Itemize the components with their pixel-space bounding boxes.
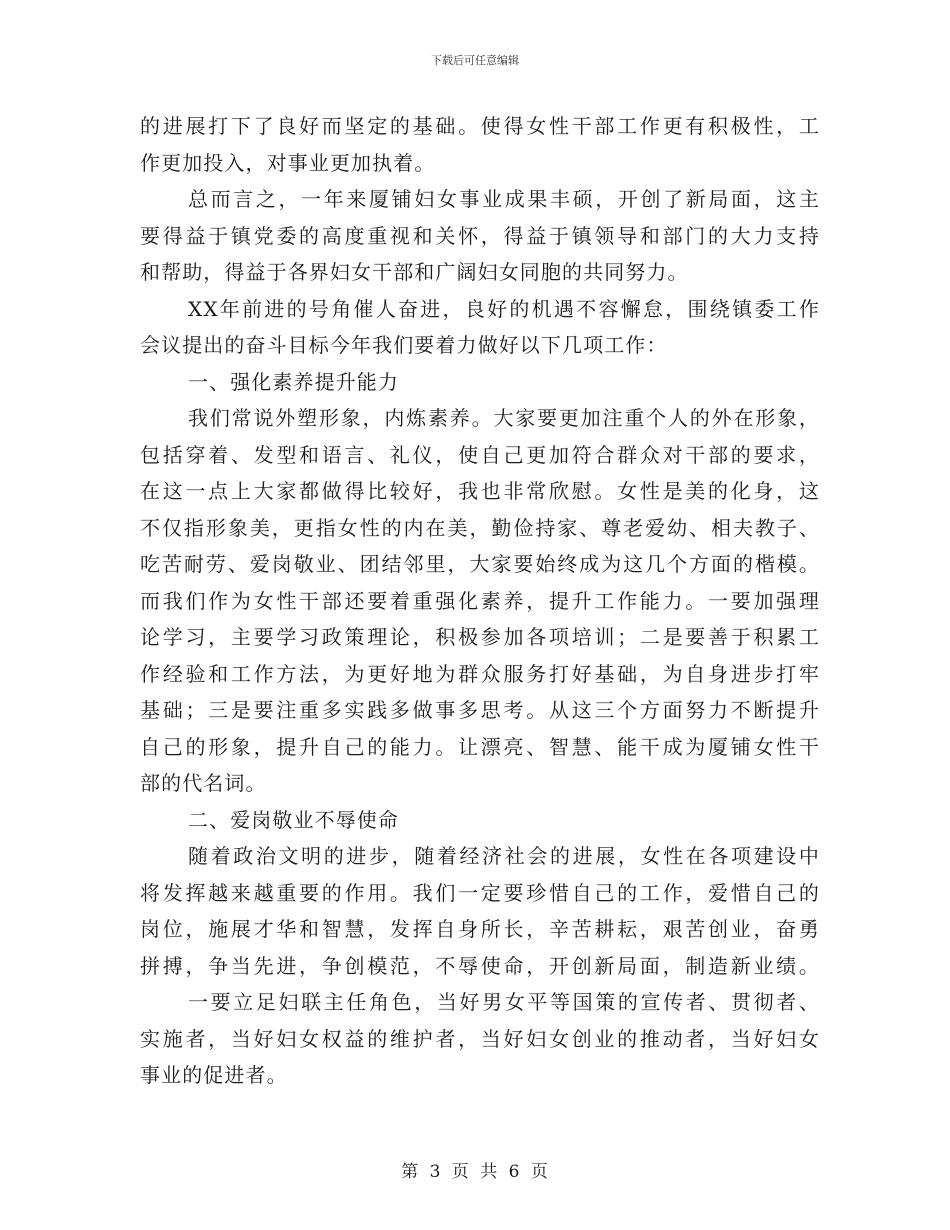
text-line: 将发挥越来越重要的作用。我们一定要珍惜自己的工作，爱惜自己的 (140, 880, 820, 905)
text-line: 会议提出的奋斗目标今年我们要着力做好以下几项工作： (140, 333, 668, 357)
text-line: 自己的形象，提升自己的能力。让漂亮、智慧、能干成为厦铺女性干 (140, 734, 820, 759)
text-line: 吃苦耐劳、爱岗敬业、团结邻里，大家要始终成为这几个方面的楷模。 (140, 552, 820, 576)
text-line: 一要立足妇联主任角色，当好男女平等国策的宣传者、贯彻者、 (188, 990, 820, 1014)
text-line: 作更加投入，对事业更加执着。 (140, 150, 436, 175)
text-line: 不仅指形象美，更指女性的内在美，勤俭持家、尊老爱幼、相夫教子、 (140, 515, 820, 540)
page-header: 下载后可任意编辑 (431, 54, 519, 67)
text-line: 我们常说外塑形象，内炼素养。大家要更加注重个人的外在形象， (188, 406, 820, 430)
text-line: 总而言之，一年来厦铺妇女事业成果丰硕，开创了新局面，这主 (188, 187, 820, 211)
text-line: XX年前进的号角催人奋进，良好的机遇不容懈怠，围绕镇委工作 (188, 296, 820, 321)
text-line: 基础；三是要注重多实践多做事多思考。从这三个方面努力不断提升 (140, 698, 820, 722)
text-line: 和帮助，得益于各界妇女干部和广阔妇女同胞的共同努力。 (140, 260, 689, 284)
text-line: 随着政治文明的进步，随着经济社会的进展，女性在各项建设中 (188, 844, 820, 868)
text-line: 包括穿着、发型和语言、礼仪，使自己更加符合群众对干部的要求， (140, 442, 820, 467)
text-line: 作经验和工作方法，为更好地为群众服务打好基础，为自身进步打牢 (140, 661, 820, 686)
text-line: 岗位，施展才华和智慧，发挥自身所长，辛苦耕耘，艰苦创业，奋勇 (140, 917, 820, 941)
text-line: 事业的促进者。 (140, 1063, 288, 1087)
section-heading: 二、爱岗敬业不辱使命 (188, 807, 399, 832)
text-line: 而我们作为女性干部还要着重强化素养，提升工作能力。一要加强理 (140, 588, 820, 613)
text-line: 实施者，当好妇女权益的维护者，当好妇女创业的推动者，当好妇女 (140, 1026, 820, 1051)
text-line: 论学习，主要学习政策理论，积极参加各项培训；二是要善于积累工 (140, 625, 820, 649)
section-heading: 一、强化素养提升能力 (188, 369, 399, 394)
text-line: 拼搏，争当先进，争创模范，不辱使命，开创新局面，制造新业绩。 (140, 953, 820, 978)
page-footer: 第 3 页 共 6 页 (401, 1162, 549, 1182)
text-line: 要得益于镇党委的高度重视和关怀，得益于镇领导和部门的大力支持 (140, 223, 820, 248)
text-line: 的进展打下了良好而坚定的基础。使得女性干部工作更有积极性，工 (140, 114, 820, 138)
text-line: 在这一点上大家都做得比较好，我也非常欣慰。女性是美的化身，这 (140, 479, 820, 503)
text-line: 部的代名词。 (140, 771, 267, 795)
document-body (140, 108, 820, 1094)
